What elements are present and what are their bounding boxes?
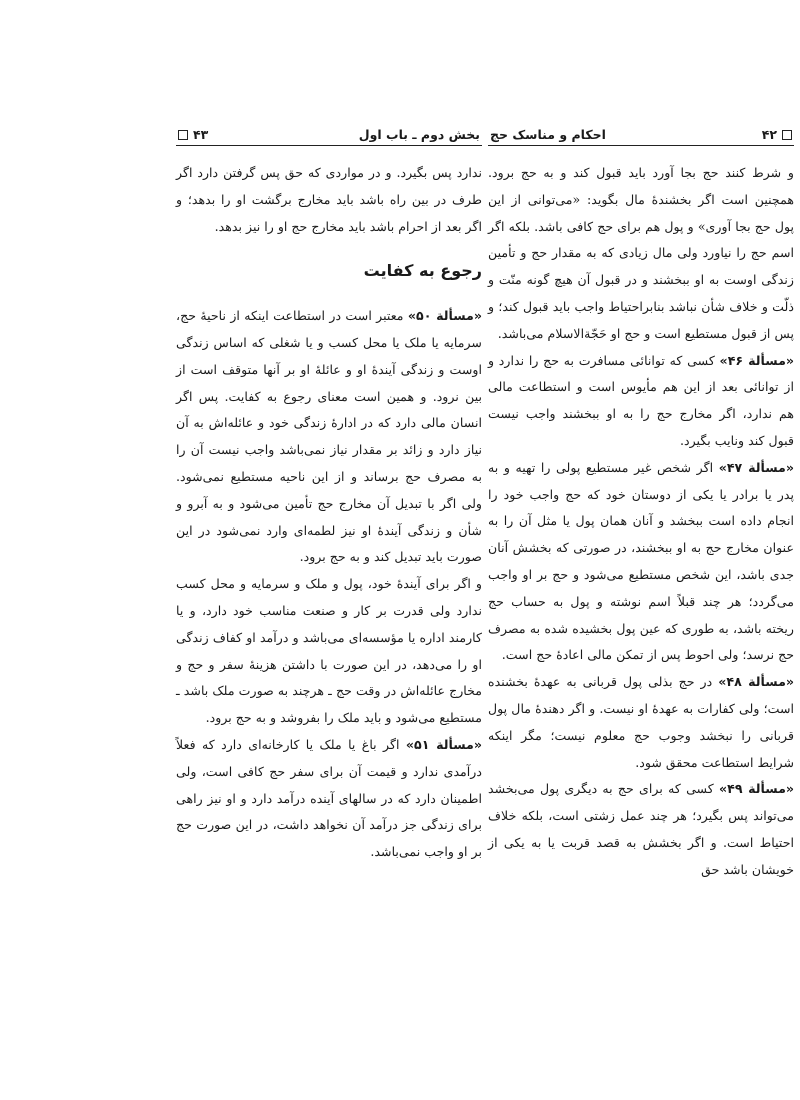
masala-49 — [488, 776, 794, 883]
masala-46-label: «مسألة ۴۶» — [719, 352, 795, 368]
masala-51 — [176, 732, 482, 866]
masala-48-text: در حج بذلی پول قربانی به عهدهٔ بخشنده است؛ ولی کفارات به عهدهٔ او نیست. و اگر دهندهٔ مال پول قربانی را نبخشد وجوب حج معلوم نیست؛ مگر اینکه شرایط استطاعت محقق شود. — [488, 674, 794, 770]
right-page-running-title: احکام و مناسک حج — [490, 127, 606, 142]
masala-47-text: اگر شخص غیر مستطیع پولی را تهیه و به پدر یا برادر یا یکی از دوستان خود که حج واجب خود را انجام داده است ببخشد و آنان همان پول یا مثل آن را به عنوان مخارج حج به او ببخشند، در صورتی که بخشش آنان جدی باشد، این شخص مستطیع می‌شود و حج بر او واجب می‌گردد؛ هر چند قبلاً اسم نوشته و پول به حساب حج ریخته باشد، به طوری که عین پول بخشیده شده به مصرف حج نرسد؛ ولی احوط پس از تمکن مالی اعادهٔ حج است. — [488, 459, 794, 663]
masala-47 — [488, 455, 794, 669]
masala-50 — [176, 303, 482, 571]
right-page — [488, 118, 794, 1018]
left-page-number-group — [178, 127, 208, 142]
right-page-header — [488, 118, 794, 146]
left-intro-paragraph: ندارد پس بگیرد. و در مواردی که حق پس گرفتن دارد اگر طرف در بین راه باشد باید مخارج برگشت او را بدهد؛ و اگر بعد از احرام باشد باید مخارج حج او را نیز بدهد. — [176, 165, 482, 234]
left-page — [176, 118, 482, 1018]
page-marker-square-icon — [178, 130, 188, 140]
masala-48-label: «مسألة ۴۸» — [718, 674, 794, 690]
right-page-number-group — [762, 127, 792, 142]
right-intro-paragraph: و شرط کنند حج بجا آورد باید قبول کند و به حج برود. همچنین است اگر بخشندهٔ مال بگوید: «می‌توانی از این پول حج بجا آوری» و پول هم برای حج کافی باشد. بلکه اگر اسم حج را نیاورد ولی مال زیادی که به مقدار حج و تأمین زندگی اوست به او ببخشند و در قبول آن هیچ گونه منّت و ذلّت و خلاف شأن نباشد بنابراحتیاط واجب باید قبول کند؛ و پس از قبول مستطیع است و حج او حَجّةالاسلام می‌باشد. — [488, 165, 794, 341]
masala-46-text: کسی که توانائی مسافرت به حج را ندارد و از توانائی بعد از این هم مأیوس است و استطاعت مالی هم ندارد، اگر مخارج حج را به او ببخشند واجب نیست قبول کند ونایب بگیرد. — [488, 352, 794, 448]
section-heading: رجوع به کفایت — [363, 261, 482, 281]
masala-48 — [488, 669, 794, 776]
masala-46 — [488, 348, 794, 455]
right-page-number: ۴۲ — [761, 127, 777, 142]
masala-50-text: معتبر است در استطاعت اینکه از ناحیهٔ حج، سرمایه یا ملک یا محل کسب و یا شغلی که اساس زندگی اوست و زندگی آیندهٔ او و عائلهٔ او بر آنها متوقف است از بین نرود. و همین است معنای رجوع به کفایت. پس اگر انسان مالی دارد که در ادارهٔ زندگی خود و عائله‌اش به آن نیاز دارد و زائد بر مقدار نیاز نمی‌باشد واجب نیست آن را به مصرف حج برساند و از این ناحیه مستطیع نمی‌شود. ولی اگر با تبدیل آن مخارج حج تأمین می‌شود و به آبرو و شأن و زندگی آیندهٔ او نیز لطمه‌ای وارد نمی‌شود در این صورت باید تبدیل کند و به حج برود. — [176, 308, 482, 565]
masala-51-text: اگر باغ یا ملک یا کارخانه‌ای دارد که فعلاً درآمدی ندارد و قیمت آن برای سفر حج کافی است، ولی اطمینان دارد که در سالهای آینده درآمد دارد و او نیز راهی برای زندگی جز درآمد آن نخواهد داشت، در این صورت حج بر او واجب نمی‌باشد. — [176, 736, 482, 860]
left-page-running-title: بخش دوم ـ باب اول — [358, 127, 480, 142]
masala-49-text: کسی که برای حج به دیگری پول می‌بخشد می‌تواند پس بگیرد؛ هر چند عمل زشتی است، بلکه خلاف احتیاط است. و اگر بخشش به قصد قربت یا به یکی از خویشان باشد حق — [488, 781, 794, 877]
left-page-number: ۴۳ — [193, 127, 209, 142]
masala-50-label: «مسألة ۵۰» — [407, 308, 482, 324]
masala-51-label: «مسألة ۵۱» — [405, 736, 482, 752]
right-page-body — [488, 160, 794, 884]
left-page-header — [176, 118, 482, 146]
masala-49-label: «مسألة ۴۹» — [719, 781, 794, 797]
page-marker-square-icon — [782, 130, 792, 140]
left-page-body — [176, 160, 482, 866]
masala-50-continuation: و اگر برای آیندهٔ خود، پول و ملک و سرمایه و محل کسب ندارد ولی قدرت بر کار و صنعت مناسب خود دارد، و یا کارمند اداره یا مؤسسه‌ای می‌باشد و درآمد او کفاف زندگی او را می‌دهد، در این صورت با داشتن هزینهٔ سفر و حج و مخارج عائله‌اش در وقت حج ـ هرچند به صورت ملک باشد ـ مستطیع می‌شود و باید ملک را بفروشد و به حج برود. — [176, 576, 482, 726]
masala-47-label: «مسألة ۴۷» — [718, 459, 794, 475]
